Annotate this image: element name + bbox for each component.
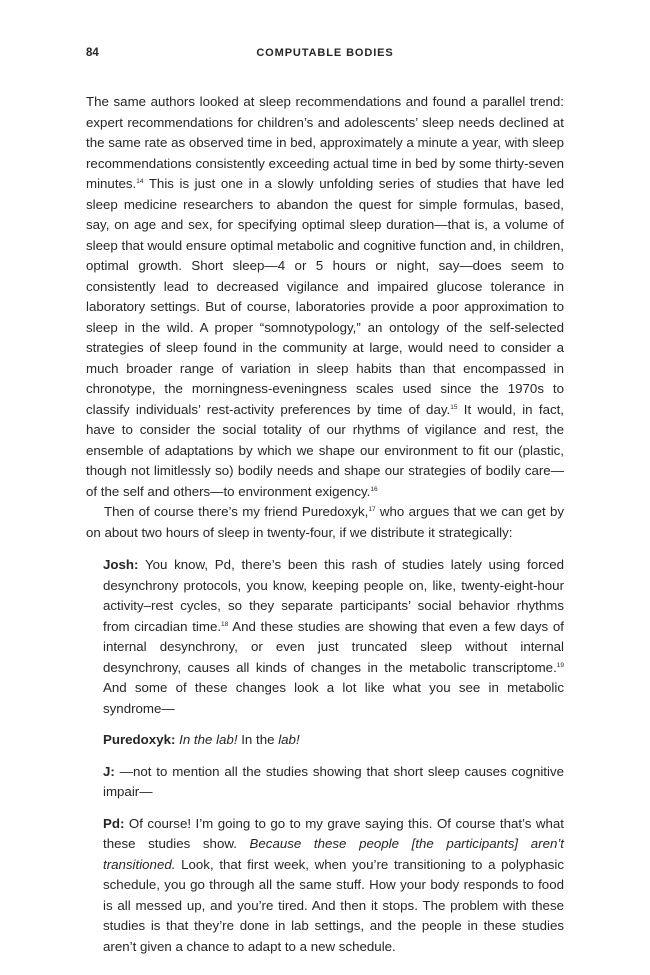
dialogue-extract: [103, 555, 564, 957]
text-span: —not to mention all the studies showing that short sleep causes cognitive impair—: [103, 763, 564, 799]
text-span: It would, in fact, have to consider the social totality of our rhythms of vigilance and rest, the ensemble of adaptations by which we shape our environment to fit our (plastic, though not limitlessly so) bodily needs and shape our strategies of bodily care—of the self and others—to environment exigency.: [86, 401, 564, 499]
body-text: [86, 92, 564, 968]
speaker-name: Pd:: [103, 815, 125, 831]
emphasis-text: lab!: [278, 732, 300, 747]
dialogue-line-pd: [103, 814, 564, 958]
speaker-name: Josh:: [103, 557, 139, 572]
page-header: [86, 47, 564, 63]
paragraph-2: [86, 502, 564, 543]
text-span: And these studies are showing that even a few days of internal desynchrony, or even just truncated sleep without internal desynchrony, causes all kinds of changes in the metabolic transcriptome.: [103, 618, 564, 675]
footnote-marker: 16: [370, 485, 378, 493]
text-span: You know, Pd, there’s been this rash of studies lately using forced desynchrony protocols, you know, keeping people on, like, twenty-eight-hour activity–rest cycles, so they separate participants’ social behavior rhythms from circadian time.: [103, 557, 564, 634]
emphasis-text: Because these people [the participants] aren’t transitioned.: [103, 836, 565, 872]
text-span: The same authors looked at sleep recommendations and found a parallel trend: expert recommendations for children’s and adolescents’ sleep needs declined at the same rate as observed time in bed, approximately a minute a year, with sleep recommendations consistently exceeding actual time in bed by some thirty-seven minutes.: [86, 94, 564, 191]
paragraph-1: [86, 92, 564, 502]
footnote-marker: 17: [368, 506, 376, 513]
dialogue-line-puredoxyk: [103, 730, 564, 751]
speaker-name: J:: [103, 763, 115, 779]
emphasis-text: In the lab!: [179, 732, 238, 747]
text-span: And some of these changes look a lot like what you see in metabolic syndrome—: [103, 680, 564, 716]
footnote-marker: 15: [450, 403, 458, 411]
text-span: Then of course there’s my friend Puredoxyk,: [104, 504, 369, 519]
text-span: Look, that first week, when you’re transitioning to a polyphasic schedule, you go through all the same stuff. How your body responds to food is all messed up, and you’re tired. And then it stops. The problem with these studies is that they’re done in lab settings, and the people in these studies aren’t given a chance to adapt to a new schedule.: [103, 856, 564, 954]
running-head: COMPUTABLE BODIES: [256, 47, 394, 59]
dialogue-line-j: [103, 762, 564, 803]
text-span: Of course! I’m going to go to my grave saying this. Of course that’s what these studies show.: [103, 815, 564, 851]
page-number: 84: [86, 47, 99, 59]
text-span: who argues that we can get by on about two hours of sleep in twenty-four, if we distribute it strategically:: [86, 504, 564, 540]
text-span: This is just one in a slowly unfolding series of studies that have led sleep medicine researchers to abandon the quest for simple formulas, based, say, on age and sex, for specifying optimal sleep duration—that is, a volume of sleep that would ensure optimal metabolic and cognitive function and, in children, optimal growth. Short sleep—4 or 5 hours or night, say—does seem to consistently lead to decreased vigilance and impaired glucose tolerance in laboratory settings. But of course, laboratories provide a poor approximation to sleep in the wild. A proper “somnotypology,” an ontology of the self-selected strategies of sleep found in the community at large, would need to consider a much broader range of variation in sleep habits than that encompassed in chronotype, the morningness-eveningness scales used since the 1970s to classify individuals’ rest-activity preferences by time of day.: [86, 176, 564, 417]
speaker-name: Puredoxyk:: [103, 732, 176, 747]
footnote-marker: 14: [136, 178, 144, 185]
footnote-marker: 19: [556, 661, 564, 669]
dialogue-line-josh: [103, 555, 564, 719]
footnote-marker: 18: [221, 620, 229, 628]
text-span: In the: [237, 732, 279, 747]
